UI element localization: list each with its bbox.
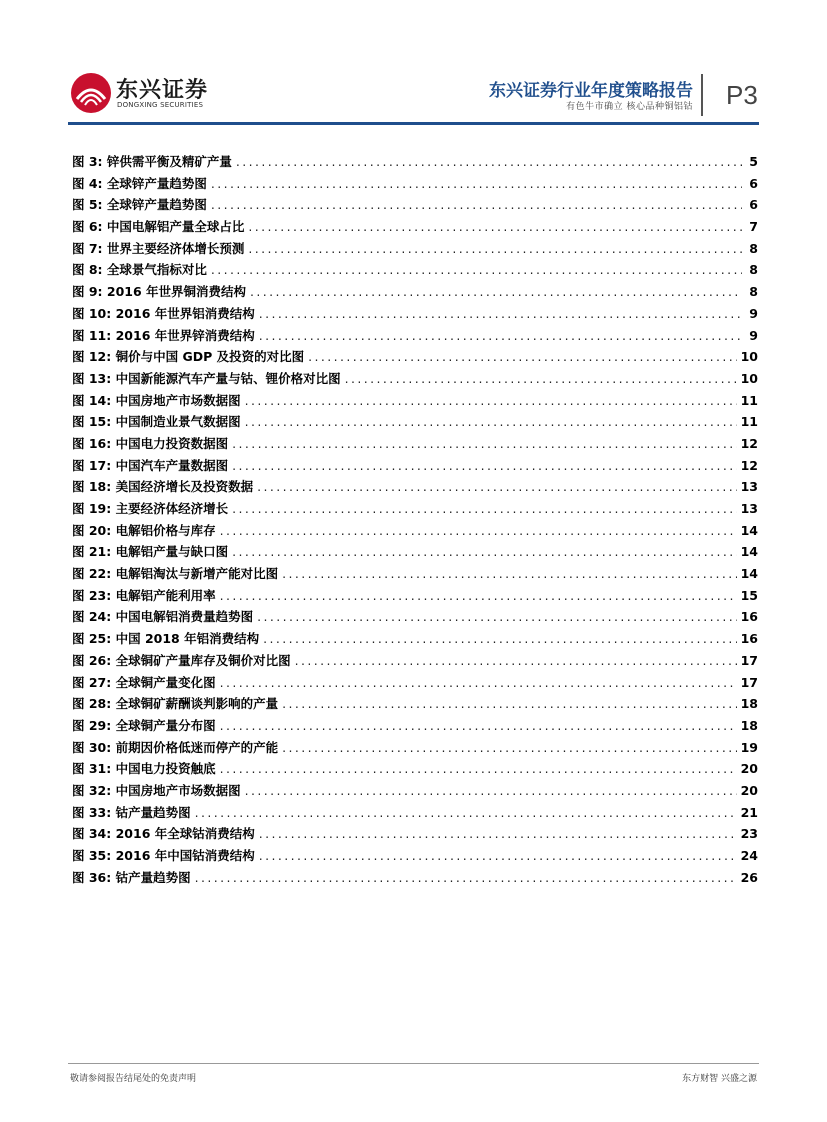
toc-entry[interactable] (72, 607, 758, 629)
toc-entry[interactable] (72, 759, 758, 781)
toc-entry-page[interactable]: 18 (740, 717, 758, 733)
toc-leader-dots (245, 414, 737, 429)
toc-leader-dots (308, 349, 736, 364)
toc-entry-page[interactable]: 7 (749, 219, 758, 235)
toc-entry-label[interactable]: 图 7: 世界主要经济体增长预测 (72, 240, 245, 256)
toc-entry-label[interactable]: 图 11: 2016 年世界锌消费结构 (72, 327, 255, 343)
toc-leader-dots (232, 501, 736, 516)
toc-entry-label[interactable]: 图 5: 全球锌产量趋势图 (72, 197, 207, 213)
toc-entry[interactable] (72, 282, 758, 304)
toc-entry-page[interactable]: 20 (740, 782, 758, 798)
toc-entry[interactable] (72, 369, 758, 391)
toc-entry[interactable] (72, 499, 758, 521)
toc-entry-label[interactable]: 图 3: 锌供需平衡及精矿产量 (72, 154, 232, 169)
toc-leader-dots (282, 740, 736, 755)
toc-entry-page[interactable]: 8 (749, 262, 758, 278)
toc-entry-page[interactable]: 9 (749, 305, 758, 321)
toc-leader-dots (259, 848, 737, 863)
toc-entry[interactable] (72, 217, 758, 239)
toc-entry-label[interactable]: 图 31: 中国电力投资触底 (72, 761, 216, 777)
toc-leader-dots (245, 393, 737, 408)
company-logo (70, 72, 210, 114)
toc-entry-label[interactable]: 图 29: 全球铜产量分布图 (72, 717, 216, 733)
toc-entry-label[interactable]: 图 25: 中国 2018 年铝消费结构 (72, 631, 260, 647)
toc-entry-page[interactable]: 6 (749, 197, 758, 213)
toc-entry[interactable] (72, 412, 758, 434)
toc-entry-page[interactable]: 14 (740, 566, 758, 582)
logo-english-name: DONGXING SECURITIES (117, 101, 204, 109)
toc-leader-dots (263, 631, 737, 646)
toc-entry-page[interactable]: 16 (740, 631, 758, 647)
report-title: 东兴证券行业年度策略报告 (489, 81, 693, 101)
toc-entry[interactable] (72, 586, 758, 608)
toc-leader-dots (195, 805, 737, 820)
toc-leader-dots (259, 306, 742, 321)
toc-entry[interactable] (72, 781, 758, 803)
toc-entry[interactable] (72, 304, 758, 326)
toc-entry-page[interactable]: 9 (749, 327, 758, 343)
toc-entry-label[interactable]: 图 19: 主要经济体经济增长 (72, 501, 229, 516)
toc-entry-page[interactable]: 23 (740, 826, 758, 842)
toc-entry-page[interactable]: 12 (740, 457, 758, 473)
toc-entry[interactable] (72, 846, 758, 868)
toc-entry-label[interactable]: 图 10: 2016 年世界铝消费结构 (72, 305, 255, 321)
toc-entry-page[interactable]: 14 (740, 522, 758, 538)
toc-leader-dots (257, 479, 736, 494)
toc-entry[interactable] (72, 434, 758, 456)
logo-chinese-name: 东兴证券 (116, 78, 209, 103)
toc-entry-label[interactable]: 图 32: 中国房地产市场数据图 (72, 782, 241, 798)
table-of-figures (72, 152, 758, 889)
toc-entry[interactable] (72, 716, 758, 738)
toc-entry-label[interactable]: 图 34: 2016 年全球钴消费结构 (72, 826, 255, 842)
toc-entry-label[interactable]: 图 6: 中国电解铝产量全球占比 (72, 219, 245, 235)
toc-entry-label[interactable]: 图 21: 电解铝产量与缺口图 (72, 544, 229, 560)
toc-entry-label[interactable]: 图 8: 全球景气指标对比 (72, 262, 207, 278)
toc-entry-label[interactable]: 图 14: 中国房地产市场数据图 (72, 392, 241, 408)
toc-entry-label[interactable]: 图 13: 中国新能源汽车产量与钴、锂价格对比图 (72, 370, 341, 386)
toc-entry-page[interactable]: 20 (740, 761, 758, 777)
toc-entry-label[interactable]: 图 26: 全球铜矿产量库存及铜价对比图 (72, 652, 291, 668)
header-rule (68, 122, 759, 125)
toc-leader-dots (232, 458, 736, 473)
toc-leader-dots (220, 761, 737, 776)
toc-leader-dots (282, 696, 736, 711)
toc-entry-label[interactable]: 图 27: 全球铜产量变化图 (72, 674, 216, 690)
toc-leader-dots (282, 566, 736, 581)
toc-entry[interactable] (72, 174, 758, 196)
toc-entry-page[interactable]: 12 (740, 435, 758, 451)
toc-entry-page[interactable]: 26 (740, 869, 758, 885)
toc-entry-page[interactable]: 8 (749, 284, 758, 300)
toc-entry[interactable] (72, 456, 758, 478)
toc-entry-label[interactable]: 图 4: 全球锌产量趋势图 (72, 175, 207, 191)
toc-leader-dots (232, 436, 736, 451)
toc-entry-label[interactable]: 图 20: 电解铝价格与库存 (72, 522, 216, 538)
toc-entry[interactable] (72, 195, 758, 217)
footer-slogan: 东方财智 兴盛之源 (682, 1074, 757, 1084)
toc-leader-dots (220, 718, 737, 733)
toc-entry-label[interactable]: 图 30: 前期因价格低迷而停产的产能 (72, 739, 279, 755)
toc-entry[interactable] (72, 564, 758, 586)
toc-entry[interactable] (72, 391, 758, 413)
toc-entry-page[interactable]: 17 (740, 652, 758, 668)
toc-entry-label[interactable]: 图 18: 美国经济增长及投资数据 (72, 479, 254, 495)
toc-entry-label[interactable]: 图 28: 全球铜矿薪酬谈判影响的产量 (72, 696, 279, 712)
toc-entry[interactable] (72, 239, 758, 261)
toc-entry[interactable] (72, 738, 758, 760)
toc-entry-label[interactable]: 图 15: 中国制造业景气数据图 (72, 414, 241, 430)
toc-entry[interactable] (72, 542, 758, 564)
toc-entry-page[interactable]: 8 (749, 240, 758, 256)
toc-entry-page[interactable]: 6 (749, 175, 758, 191)
toc-leader-dots (236, 154, 742, 169)
toc-entry[interactable] (72, 326, 758, 348)
toc-leader-dots (195, 870, 737, 885)
toc-entry-label[interactable]: 图 24: 中国电解铝消费量趋势图 (72, 609, 254, 625)
toc-entry-label[interactable]: 图 35: 2016 年中国钴消费结构 (72, 848, 255, 863)
footer-rule (68, 1063, 759, 1064)
toc-entry[interactable] (72, 694, 758, 716)
toc-leader-dots (232, 544, 736, 559)
toc-leader-dots (295, 653, 737, 668)
toc-entry-page[interactable]: 21 (740, 804, 758, 820)
toc-leader-dots (211, 176, 742, 191)
toc-entry[interactable] (72, 521, 758, 543)
toc-entry-page[interactable]: 13 (740, 479, 758, 495)
toc-entry-page[interactable]: 11 (740, 414, 758, 430)
toc-entry-label[interactable]: 图 12: 铜价与中国 GDP 及投资的对比图 (72, 349, 305, 365)
toc-entry-page[interactable]: 15 (740, 587, 758, 603)
toc-entry-page[interactable]: 5 (749, 154, 758, 169)
toc-leader-dots (211, 197, 742, 212)
toc-leader-dots (345, 371, 737, 386)
toc-leader-dots (250, 284, 742, 299)
header-divider (701, 74, 703, 116)
toc-entry-page[interactable]: 10 (740, 349, 758, 365)
toc-entry-page[interactable]: 13 (740, 501, 758, 516)
toc-entry-label[interactable]: 图 33: 钴产量趋势图 (72, 804, 191, 820)
toc-leader-dots (245, 783, 737, 798)
toc-entry-label[interactable]: 图 36: 钴产量趋势图 (72, 869, 191, 885)
toc-entry[interactable] (72, 803, 758, 825)
toc-entry[interactable] (72, 651, 758, 673)
dongxing-logo-icon (70, 72, 112, 114)
page-number: P3 (726, 80, 758, 110)
toc-entry-page[interactable]: 11 (740, 392, 758, 408)
toc-leader-dots (259, 826, 737, 841)
toc-leader-dots (220, 675, 737, 690)
toc-entry-page[interactable]: 17 (740, 674, 758, 690)
toc-entry-page[interactable]: 24 (740, 848, 758, 863)
toc-entry[interactable] (72, 673, 758, 695)
toc-leader-dots (248, 219, 742, 234)
toc-entry-page[interactable]: 18 (740, 696, 758, 712)
toc-entry-label[interactable]: 图 16: 中国电力投资数据图 (72, 435, 229, 451)
footer-disclaimer: 敬请参阅报告结尾处的免责声明 (70, 1074, 197, 1084)
toc-leader-dots (257, 609, 736, 624)
toc-leader-dots (248, 241, 742, 256)
toc-leader-dots (259, 328, 742, 343)
toc-entry-label[interactable]: 图 17: 中国汽车产量数据图 (72, 457, 229, 473)
toc-entry[interactable] (72, 260, 758, 282)
toc-entry[interactable] (72, 347, 758, 369)
page-header (0, 0, 827, 130)
toc-entry[interactable] (72, 868, 758, 890)
toc-entry-page[interactable]: 10 (740, 370, 758, 386)
report-subtitle: 有色牛市确立 核心品种铜铝钴 (566, 102, 693, 112)
toc-entry-label[interactable]: 图 23: 电解铝产能利用率 (72, 587, 216, 603)
toc-entry-page[interactable]: 16 (740, 609, 758, 625)
toc-leader-dots (211, 262, 742, 277)
toc-leader-dots (220, 523, 737, 538)
toc-entry-page[interactable]: 14 (740, 544, 758, 560)
toc-entry[interactable] (72, 824, 758, 846)
toc-entry-label[interactable]: 图 9: 2016 年世界铜消费结构 (72, 284, 247, 300)
toc-entry[interactable] (72, 629, 758, 651)
toc-entry-label[interactable]: 图 22: 电解铝淘汰与新增产能对比图 (72, 566, 279, 582)
toc-entry-page[interactable]: 19 (740, 739, 758, 755)
toc-entry[interactable] (72, 152, 758, 174)
toc-leader-dots (220, 588, 737, 603)
toc-entry[interactable] (72, 477, 758, 499)
